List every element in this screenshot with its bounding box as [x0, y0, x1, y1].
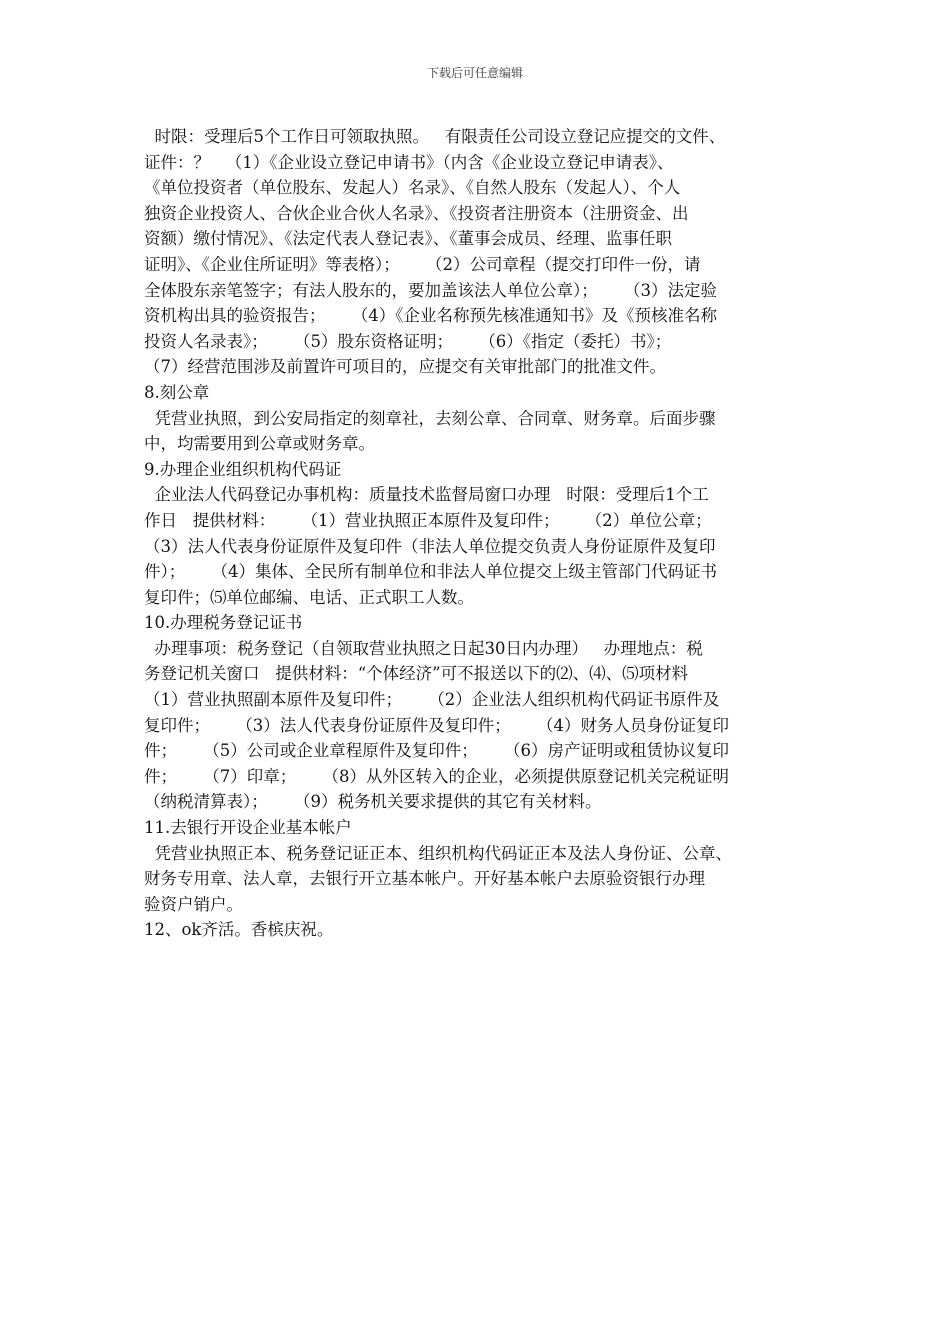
text-line: （1）营业执照副本原件及复印件； （2）企业法人组织机构代码证书原件及	[144, 690, 720, 710]
text-line: 证件：？ （1）《企业设立登记申请书》（内含《企业设立登记申请表》、	[144, 152, 674, 172]
text-line: 时限：受理后5个工作日可领取执照。 有限责任公司设立登记应提交的文件、	[144, 127, 726, 146]
section-heading: 11.去银行开设企业基本帐户	[144, 818, 352, 838]
text-line: 投资人名录表》； （5）股东资格证明； （6）《指定（委托）书》；	[144, 331, 672, 351]
section-heading: 9.办理企业组织机构代码证	[144, 459, 342, 479]
text-line: 件； （5）公司或企业章程原件及复印件； （6）房产证明或租赁协议复印	[144, 741, 729, 761]
document-body	[144, 124, 824, 943]
page-header: 下载后可任意编辑	[426, 66, 523, 80]
text-line: （3）法人代表身份证原件及复印件（非法人单位提交负责人身份证原件及复印	[144, 536, 716, 556]
text-line: 作日 提供材料： （1）营业执照正本原件及复印件； （2）单位公章；	[144, 510, 712, 530]
text-line: （纳税清算表）； （9）税务机关要求提供的其它有关材料。	[144, 792, 602, 812]
text-line: 件； （7）印章； （8）从外区转入的企业，必须提供原登记机关完税证明	[144, 766, 729, 786]
text-line: 企业法人代码登记办事机构：质量技术监督局窗口办理 时限：受理后1个工	[144, 485, 709, 505]
text-line: 复印件； （3）法人代表身份证原件及复印件； （4）财务人员身份证复印	[144, 715, 729, 735]
text-line: 复印件；⑸单位邮编、电话、正式职工人数。	[144, 587, 474, 607]
text-line: 验资户销户。	[144, 894, 243, 914]
section-heading: 8.刻公章	[144, 382, 210, 402]
text-line: 独资企业投资人、合伙企业合伙人名录》、《投资者注册资本（注册资金、出	[144, 203, 689, 223]
text-line: 务登记机关窗口 提供材料：“个体经济”可不报送以下的⑵、⑷、⑸项材料	[144, 664, 689, 684]
text-line: 财务专用章、法人章，去银行开立基本帐户。开好基本帐户去原验资银行办理	[144, 869, 705, 889]
text-line: 资机构出具的验资报告； （4）《企业名称预先核准通知书》及《预核准名称	[144, 306, 717, 326]
text-line: 凭营业执照，到公安局指定的刻章社，去刻公章、合同章、财务章。后面步骤	[144, 408, 716, 428]
section-heading: 12、ok齐活。香槟庆祝。	[144, 920, 334, 940]
text-line: （7）经营范围涉及前置许可项目的，应提交有关审批部门的批准文件。	[144, 357, 666, 377]
text-line: 全体股东亲笔签字；有法人股东的，要加盖该法人单位公章）； （3）法定验	[144, 280, 717, 300]
section-heading: 10.办理税务登记证书	[144, 613, 303, 633]
text-line: 中，均需要用到公章或财务章。	[144, 434, 375, 454]
text-line: 办理事项：税务登记（自领取营业执照之日起30日内办理） 办理地点：税	[144, 638, 703, 658]
text-line: 《单位投资者（单位股东、发起人）名录》、《自然人股东（发起人）、个人	[144, 178, 681, 198]
text-line: 资额）缴付情况》、《法定代表人登记表》、《董事会成员、经理、监事任职	[144, 229, 672, 249]
text-line: 件）； （4）集体、全民所有制单位和非法人单位提交上级主管部门代码证书	[144, 562, 717, 582]
text-line: 证明》、《企业住所证明》等表格）； （2）公司章程（提交打印件一份，请	[144, 254, 701, 274]
text-line: 凭营业执照正本、税务登记证正本、组织机构代码证正本及法人身份证、公章、	[144, 843, 732, 863]
